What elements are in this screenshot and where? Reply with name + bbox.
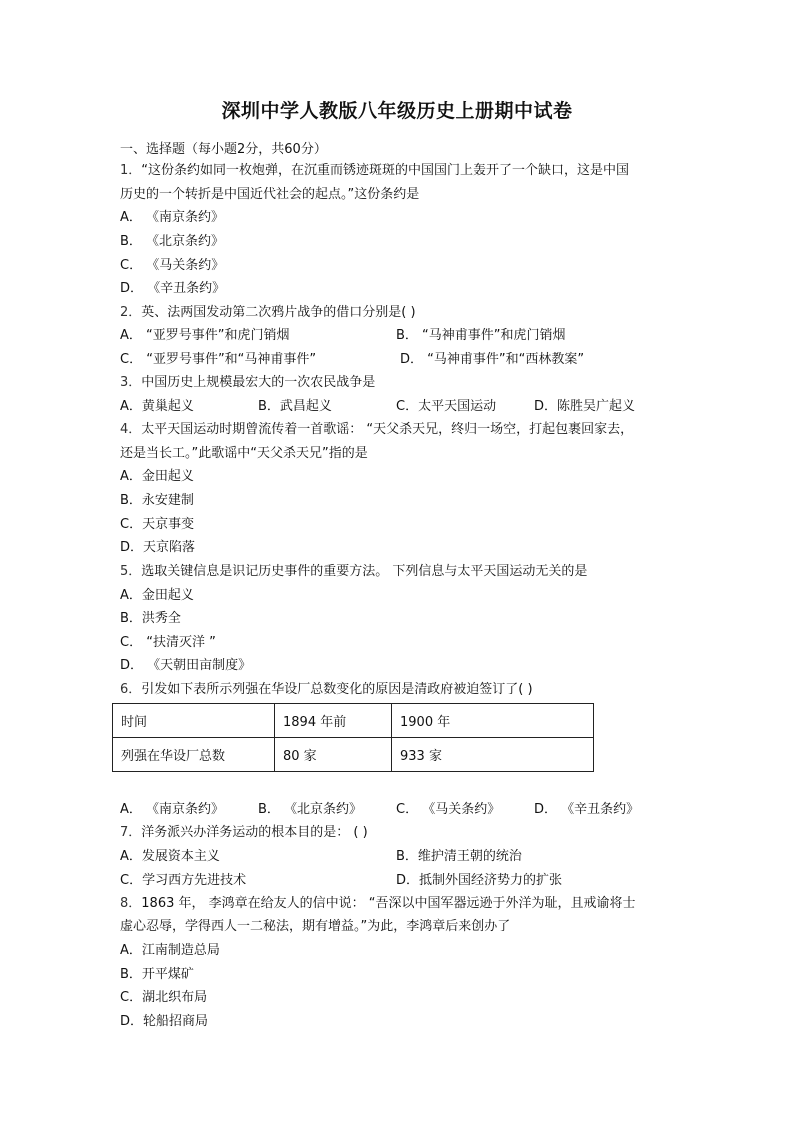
option-b[interactable]: B． 《北京条约》	[258, 802, 363, 817]
option-b[interactable]: B．永安建制	[120, 493, 194, 508]
option-a[interactable]: A．金田起义	[120, 469, 194, 484]
question-6	[120, 681, 533, 699]
question-5	[120, 563, 587, 581]
option-c[interactable]: C．太平天国运动	[396, 399, 497, 414]
option-c[interactable]: C． 《马关条约》	[396, 802, 501, 817]
question-3	[120, 374, 375, 392]
question-number: 8．	[120, 896, 142, 911]
question-1-line-2: 历史的一个转折是中国近代社会的起点。”这份条约是	[120, 187, 420, 202]
table-header-cell: 1900 年	[392, 704, 594, 738]
table-cell: 列强在华设厂总数	[113, 738, 275, 772]
option-b[interactable]: B．开平煤矿	[120, 967, 194, 982]
table-header-row	[113, 704, 594, 738]
question-number: 6．	[120, 682, 142, 697]
question-number: 1．	[120, 163, 142, 178]
table-header-cell: 1894 年前	[275, 704, 392, 738]
question-number: 2．	[120, 305, 142, 320]
option-d[interactable]: D． 《天朝田亩制度》	[120, 658, 252, 673]
factory-count-table	[112, 703, 594, 772]
option-b[interactable]: B．武昌起义	[258, 399, 332, 414]
option-a[interactable]: A． 《南京条约》	[120, 210, 225, 225]
page-title: 深圳中学人教版八年级历史上册期中试卷	[221, 100, 573, 122]
question-text: 引发如下表所示列强在华设厂总数变化的原因是清政府被迫签订了( )	[141, 682, 533, 697]
question-1	[120, 162, 629, 180]
option-a[interactable]: A．发展资本主义	[120, 849, 220, 864]
table-row	[113, 738, 594, 772]
question-number: 3．	[120, 375, 142, 390]
option-c[interactable]: C． “扶清灭洋 ”	[120, 635, 216, 650]
question-8-line-2: 虚心忍辱，学得西人一二秘法，期有增益。”为此，李鸿章后来创办了	[120, 919, 511, 934]
option-a[interactable]: A． “亚罗号事件”和虎门销烟	[120, 328, 290, 343]
option-d[interactable]: D．天京陷落	[120, 540, 196, 555]
option-c[interactable]: C．天京事变	[120, 517, 195, 532]
option-d[interactable]: D．抵制外国经济势力的扩张	[396, 873, 563, 888]
option-d[interactable]: D． 《辛丑条约》	[120, 281, 226, 296]
table-cell: 80 家	[275, 738, 392, 772]
question-4	[120, 421, 633, 439]
question-text: “这份条约如同一枚炮弹，在沉重而锈迹斑斑的中国国门上轰开了一个缺口，这是中国	[141, 163, 630, 178]
option-b[interactable]: B． 《北京条约》	[120, 234, 225, 249]
question-number: 5．	[120, 564, 142, 579]
option-d[interactable]: D． 《辛丑条约》	[534, 802, 640, 817]
table-cell: 933 家	[392, 738, 594, 772]
option-c[interactable]: C． “亚罗号事件”和“马神甫事件”	[120, 352, 317, 367]
question-text: 洋务派兴办洋务运动的根本目的是： ( )	[141, 825, 368, 840]
question-number: 7．	[120, 825, 142, 840]
question-8	[120, 895, 636, 913]
question-text: 英、法两国发动第二次鸦片战争的借口分别是( )	[141, 305, 416, 320]
option-a[interactable]: A．金田起义	[120, 588, 194, 603]
option-d[interactable]: D．轮船招商局	[120, 1014, 209, 1029]
table-header-cell: 时间	[113, 704, 275, 738]
question-number: 4．	[120, 422, 142, 437]
question-text: 中国历史上规模最宏大的一次农民战争是	[141, 375, 376, 390]
option-b[interactable]: B．洪秀全	[120, 611, 181, 626]
question-text: 1863 年， 李鸿章在给友人的信中说： “吾深以中国军器远逊于外洋为耻，且戒谕将士	[141, 896, 636, 911]
option-b[interactable]: B．维护清王朝的统治	[396, 849, 522, 864]
option-a[interactable]: A．黄巢起义	[120, 399, 194, 414]
option-d[interactable]: D． “马神甫事件”和“西林教案”	[400, 352, 585, 367]
option-c[interactable]: C．湖北织布局	[120, 990, 208, 1005]
section-heading: 一、选择题（每小题2分，共60分）	[120, 142, 327, 157]
option-c[interactable]: C．学习西方先进技术	[120, 873, 247, 888]
question-2	[120, 304, 416, 322]
option-d[interactable]: D．陈胜吴广起义	[534, 399, 636, 414]
question-text: 太平天国运动时期曾流传着一首歌谣： “天父杀天兄，终归一场空，打起包裹回家去，	[141, 422, 634, 437]
question-4-line-2: 还是当长工。”此歌谣中“天父杀天兄”指的是	[120, 446, 368, 461]
option-a[interactable]: A． 《南京条约》	[120, 802, 225, 817]
option-a[interactable]: A．江南制造总局	[120, 943, 220, 958]
question-text: 选取关键信息是识记历史事件的重要方法。 下列信息与太平天国运动无关的是	[141, 564, 588, 579]
option-b[interactable]: B． “马神甫事件”和虎门销烟	[396, 328, 566, 343]
option-c[interactable]: C． 《马关条约》	[120, 258, 225, 273]
question-7	[120, 824, 368, 842]
